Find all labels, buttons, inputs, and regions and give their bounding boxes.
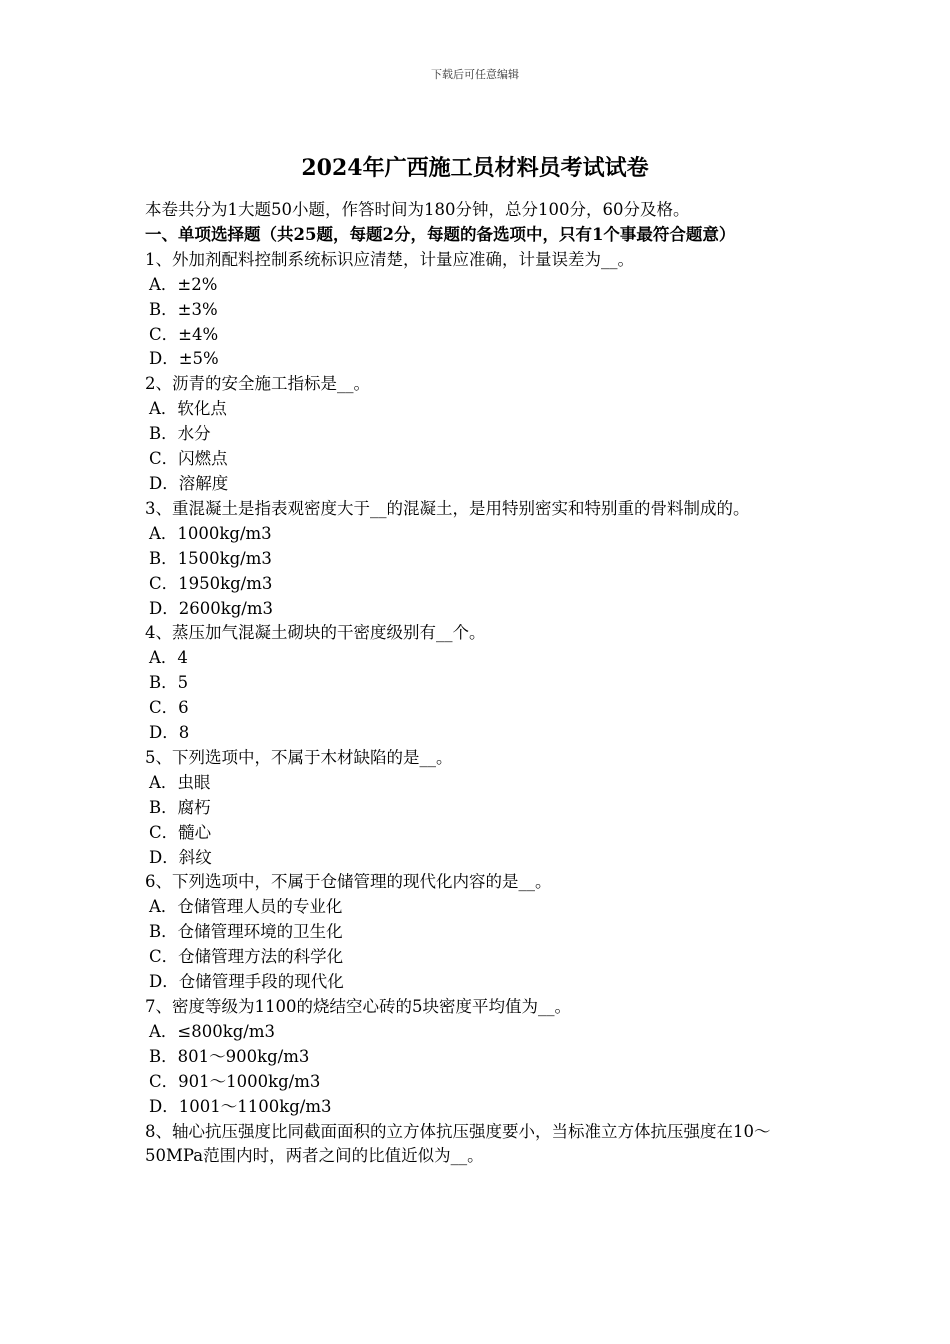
- question-4: [145, 621, 810, 746]
- question-stem: 3、重混凝土是指表观密度大于__的混凝土，是用特别密实和特别重的骨料制成的。: [145, 498, 750, 518]
- option-a: A．虫眼: [149, 772, 211, 792]
- question-stem: 7、密度等级为1100的烧结空心砖的5块密度平均值为__。: [145, 997, 571, 1016]
- intro-text: 本卷共分为1大题50小题，作答时间为180分钟，总分100分，60分及格。: [145, 200, 690, 219]
- option-c: C．±4%: [149, 324, 219, 344]
- option-a: A．软化点: [149, 399, 227, 419]
- option-d: D．2600kg/m3: [149, 598, 273, 618]
- option-b: B．水分: [149, 424, 211, 444]
- option-c: C．髓心: [149, 822, 212, 842]
- question-8: [145, 1120, 810, 1170]
- option-a: A．±2%: [149, 274, 218, 294]
- option-b: B．仓储管理环境的卫生化: [149, 922, 343, 942]
- option-c: C．6: [149, 698, 189, 718]
- option-a: A．仓储管理人员的专业化: [149, 897, 343, 917]
- question-stem: 4、蒸压加气混凝土砌块的干密度级别有__个。: [145, 623, 486, 643]
- question-stem: 2、沥青的安全施工指标是__。: [145, 374, 370, 394]
- option-d: D．8: [149, 723, 190, 743]
- question-stem: 1、外加剂配料控制系统标识应清楚，计量应准确，计量误差为__。: [145, 249, 634, 269]
- option-d: D．1001～1100kg/m3: [149, 1096, 332, 1116]
- option-b: B．5: [149, 673, 189, 693]
- question-stem: 8、轴心抗压强度比同截面面积的立方体抗压强度要小，当标准立方体抗压强度在10～50MPa范围内时，两者之间的比值近似为__。: [145, 1121, 771, 1166]
- option-c: C．901～1000kg/m3: [149, 1071, 321, 1091]
- option-c: C．1950kg/m3: [149, 573, 273, 593]
- question-3: [145, 497, 810, 622]
- section-heading: 一、单项选择题（共25题，每题2分，每题的备选项中，只有1个事最符合题意）: [145, 224, 736, 244]
- option-b: B．腐朽: [149, 797, 211, 817]
- option-b: B．1500kg/m3: [149, 548, 272, 568]
- option-c: C．仓储管理方法的科学化: [149, 947, 344, 967]
- exam-body: [145, 198, 810, 1169]
- option-a: A．4: [149, 648, 188, 668]
- option-d: D．溶解度: [149, 473, 229, 493]
- header-note: 下载后可任意编辑: [431, 68, 519, 81]
- option-d: D．斜纹: [149, 847, 212, 867]
- option-b: B．±3%: [149, 299, 218, 319]
- question-5: [145, 746, 810, 871]
- option-b: B．801～900kg/m3: [149, 1046, 310, 1066]
- option-a: A．≤800kg/m3: [149, 1021, 275, 1041]
- option-d: D．±5%: [149, 349, 219, 369]
- question-2: [145, 372, 810, 497]
- question-1: [145, 248, 810, 373]
- page-title: 2024年广西施工员材料员考试试卷: [301, 155, 649, 181]
- question-6: [145, 870, 810, 995]
- option-a: A．1000kg/m3: [149, 523, 272, 543]
- option-d: D．仓储管理手段的现代化: [149, 972, 344, 992]
- question-stem: 6、下列选项中，不属于仓储管理的现代化内容的是__。: [145, 872, 552, 892]
- option-c: C．闪燃点: [149, 449, 228, 469]
- question-stem: 5、下列选项中，不属于木材缺陷的是__。: [145, 747, 453, 767]
- question-7: [145, 995, 810, 1120]
